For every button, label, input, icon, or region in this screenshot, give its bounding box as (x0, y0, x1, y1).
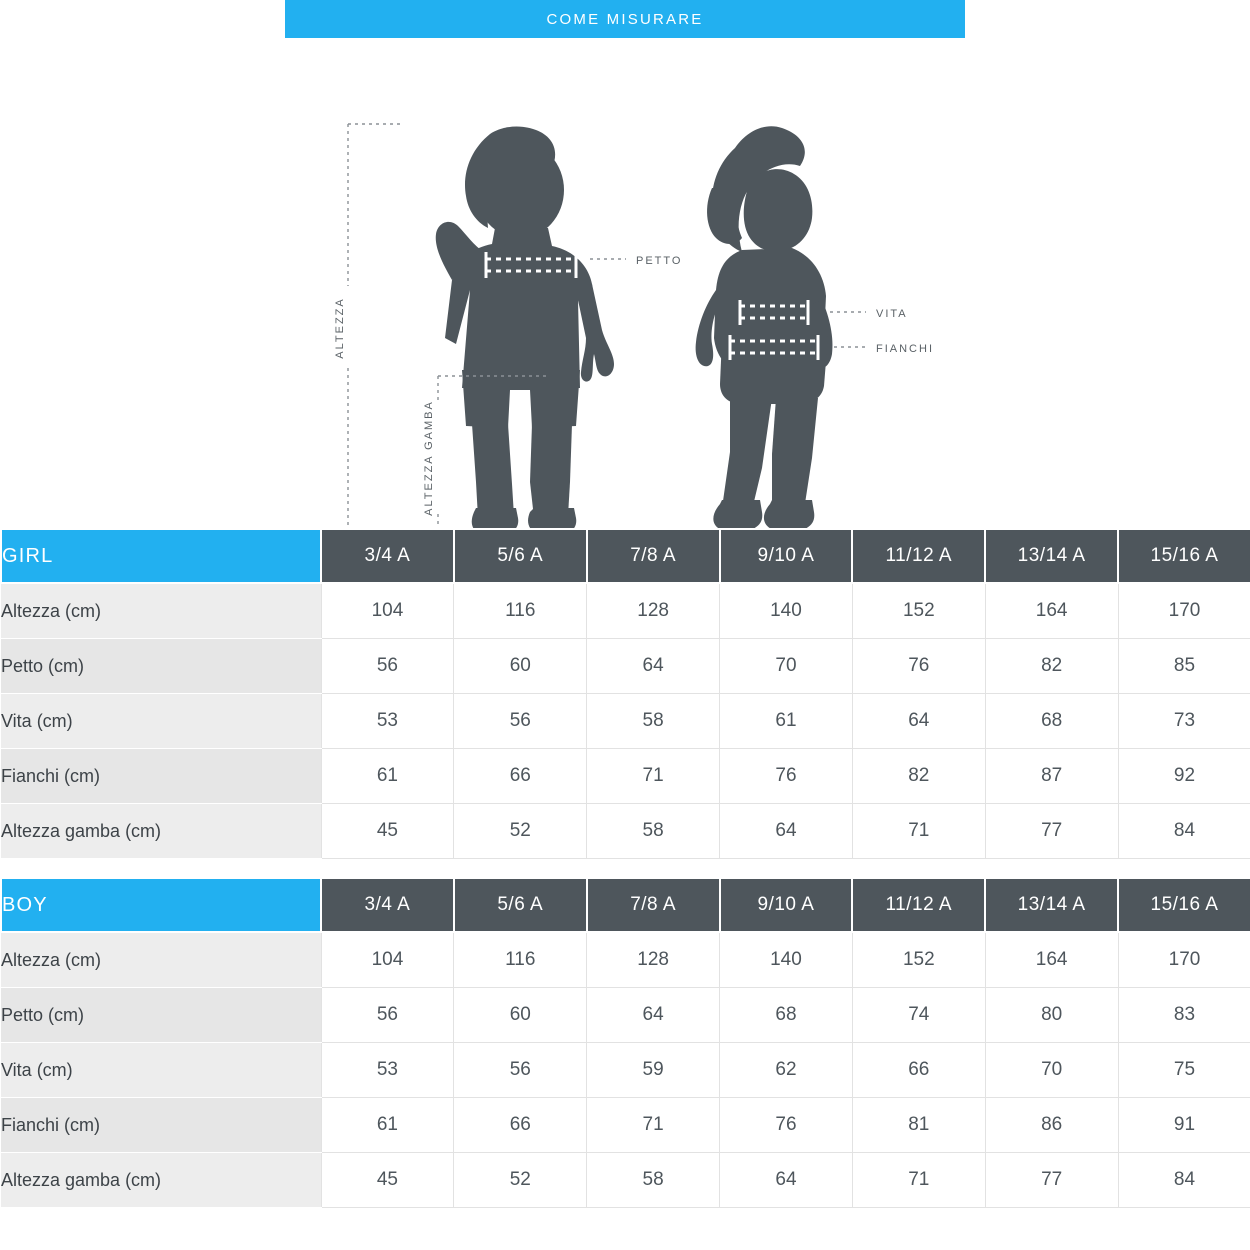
table-row (1, 694, 1250, 749)
row-label: Petto (cm) (1, 988, 321, 1043)
table-cell: 70 (720, 639, 853, 694)
row-label: Altezza gamba (cm) (1, 1153, 321, 1208)
table-cell: 71 (852, 1153, 985, 1208)
table-cell: 53 (321, 1043, 454, 1098)
column-header: 7/8 A (587, 878, 720, 932)
altezza-guide (348, 124, 400, 528)
table-cell: 60 (454, 988, 587, 1043)
table-cell: 104 (321, 583, 454, 639)
row-label: Fianchi (cm) (1, 1098, 321, 1153)
table-cell: 82 (985, 639, 1118, 694)
table-cell: 73 (1118, 694, 1250, 749)
table-cell: 140 (720, 583, 853, 639)
table-row (1, 1098, 1250, 1153)
measurement-illustration (0, 38, 1250, 528)
table-cell: 61 (720, 694, 853, 749)
column-header: 9/10 A (720, 878, 853, 932)
table-row (1, 639, 1250, 694)
table-cell: 81 (852, 1098, 985, 1153)
table-cell: 64 (720, 804, 853, 859)
table-cell: 75 (1118, 1043, 1250, 1098)
table-cell: 77 (985, 1153, 1118, 1208)
table-cell: 71 (587, 749, 720, 804)
page-title-banner: COME MISURARE (285, 0, 965, 38)
column-header: 15/16 A (1118, 878, 1250, 932)
table-cell: 74 (852, 988, 985, 1043)
table-cell: 56 (321, 639, 454, 694)
table-cell: 59 (587, 1043, 720, 1098)
table-cell: 56 (454, 1043, 587, 1098)
girl-table-title: GIRL (1, 529, 321, 583)
table-cell: 82 (852, 749, 985, 804)
petto-label: PETTO (636, 255, 683, 267)
girl-size-table-block (0, 528, 1250, 859)
table-cell: 52 (454, 1153, 587, 1208)
table-cell: 77 (985, 804, 1118, 859)
front-figure-icon (436, 127, 614, 528)
column-header: 3/4 A (321, 878, 454, 932)
table-cell: 76 (720, 1098, 853, 1153)
table-cell: 61 (321, 749, 454, 804)
table-cell: 45 (321, 1153, 454, 1208)
column-header: 15/16 A (1118, 529, 1250, 583)
vita-label: VITA (876, 308, 908, 320)
table-cell: 164 (985, 583, 1118, 639)
table-cell: 83 (1118, 988, 1250, 1043)
table-row (1, 1043, 1250, 1098)
table-row (1, 932, 1250, 988)
table-cell: 84 (1118, 1153, 1250, 1208)
column-header: 13/14 A (985, 529, 1118, 583)
table-cell: 152 (852, 583, 985, 639)
table-cell: 68 (720, 988, 853, 1043)
table-cell: 52 (454, 804, 587, 859)
table-cell: 56 (454, 694, 587, 749)
table-cell: 71 (852, 804, 985, 859)
table-row (1, 988, 1250, 1043)
table-cell: 152 (852, 932, 985, 988)
table-cell: 170 (1118, 932, 1250, 988)
table-cell: 76 (852, 639, 985, 694)
altezza-gamba-label: ALTEZZA GAMBA (423, 400, 435, 516)
table-cell: 53 (321, 694, 454, 749)
table-cell: 170 (1118, 583, 1250, 639)
table-cell: 92 (1118, 749, 1250, 804)
altezza-label: ALTEZZA (334, 297, 346, 359)
column-header: 5/6 A (454, 529, 587, 583)
table-cell: 58 (587, 804, 720, 859)
table-row (1, 1153, 1250, 1208)
column-header: 9/10 A (720, 529, 853, 583)
banner-row (0, 0, 1250, 38)
table-cell: 66 (454, 1098, 587, 1153)
table-header-row (1, 878, 1250, 932)
row-label: Altezza (cm) (1, 583, 321, 639)
table-cell: 91 (1118, 1098, 1250, 1153)
table-cell: 85 (1118, 639, 1250, 694)
table-cell: 68 (985, 694, 1118, 749)
column-header: 13/14 A (985, 878, 1118, 932)
row-label: Fianchi (cm) (1, 749, 321, 804)
table-cell: 164 (985, 932, 1118, 988)
column-header: 5/6 A (454, 878, 587, 932)
table-cell: 64 (720, 1153, 853, 1208)
column-header: 11/12 A (852, 529, 985, 583)
table-cell: 84 (1118, 804, 1250, 859)
row-label: Vita (cm) (1, 694, 321, 749)
table-cell: 104 (321, 932, 454, 988)
boy-size-table-block (0, 877, 1250, 1208)
table-cell: 116 (454, 583, 587, 639)
table-cell: 64 (587, 988, 720, 1043)
side-figure-icon (696, 126, 833, 528)
table-cell: 62 (720, 1043, 853, 1098)
row-label: Altezza gamba (cm) (1, 804, 321, 859)
table-cell: 87 (985, 749, 1118, 804)
row-label: Vita (cm) (1, 1043, 321, 1098)
table-cell: 70 (985, 1043, 1118, 1098)
table-header-row (1, 529, 1250, 583)
column-header: 7/8 A (587, 529, 720, 583)
table-row (1, 583, 1250, 639)
column-header: 3/4 A (321, 529, 454, 583)
table-cell: 58 (587, 694, 720, 749)
boy-size-table (0, 877, 1250, 1208)
fianchi-label: FIANCHI (876, 343, 934, 355)
row-label: Petto (cm) (1, 639, 321, 694)
table-cell: 66 (454, 749, 587, 804)
table-cell: 128 (587, 583, 720, 639)
table-cell: 71 (587, 1098, 720, 1153)
table-cell: 45 (321, 804, 454, 859)
table-row (1, 749, 1250, 804)
table-cell: 86 (985, 1098, 1118, 1153)
table-cell: 64 (587, 639, 720, 694)
column-header: 11/12 A (852, 878, 985, 932)
table-cell: 58 (587, 1153, 720, 1208)
table-cell: 80 (985, 988, 1118, 1043)
row-label: Altezza (cm) (1, 932, 321, 988)
table-cell: 116 (454, 932, 587, 988)
table-cell: 56 (321, 988, 454, 1043)
boy-table-title: BOY (1, 878, 321, 932)
girl-size-table (0, 528, 1250, 859)
table-cell: 64 (852, 694, 985, 749)
table-cell: 76 (720, 749, 853, 804)
table-cell: 61 (321, 1098, 454, 1153)
table-cell: 66 (852, 1043, 985, 1098)
table-cell: 128 (587, 932, 720, 988)
table-row (1, 804, 1250, 859)
table-cell: 60 (454, 639, 587, 694)
table-cell: 140 (720, 932, 853, 988)
